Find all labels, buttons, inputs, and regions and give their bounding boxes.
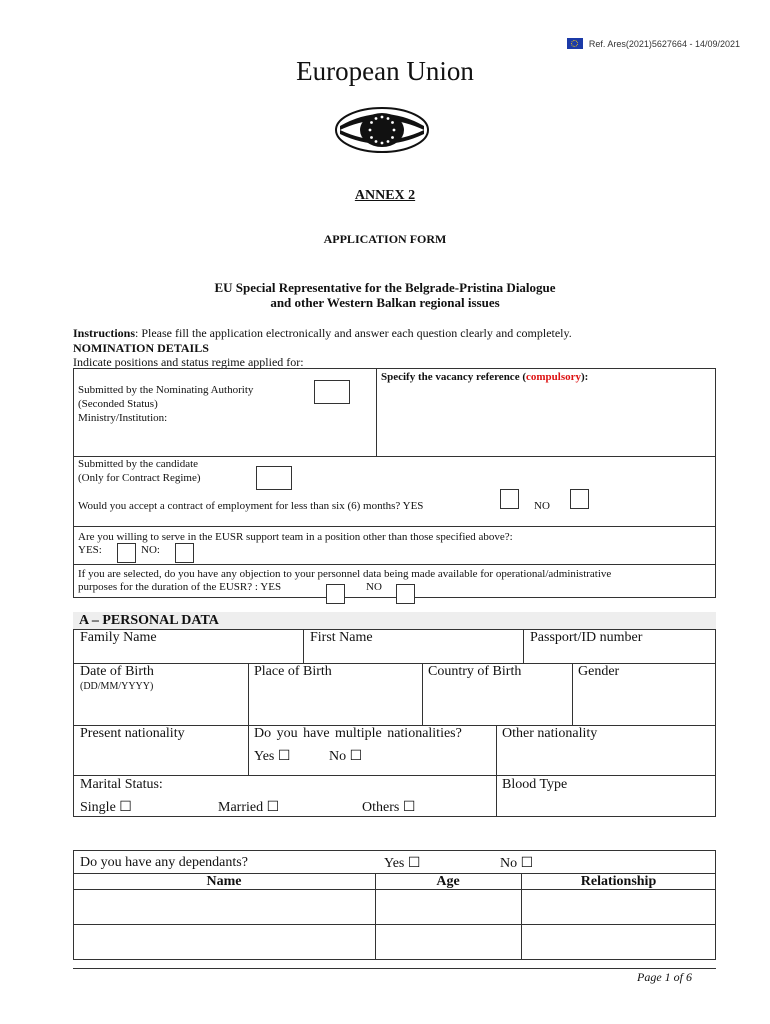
personal-vline-6 (496, 725, 497, 817)
place-of-birth-label: Place of Birth (254, 664, 332, 679)
nominating-line-1: Submitted by the Nominating Authority (78, 384, 254, 396)
other-position-no-checkbox[interactable] (175, 543, 194, 563)
marital-status-label: Marital Status: (80, 777, 163, 792)
dependants-rule-3 (73, 924, 716, 925)
vacancy-compulsory: compulsory (526, 371, 581, 383)
candidate-label (78, 457, 201, 485)
nominating-line-3: Ministry/Institution: (78, 412, 168, 424)
candidate-checkbox[interactable] (256, 466, 292, 490)
instructions-label: Instructions (73, 326, 136, 340)
page-title: European Union (296, 56, 474, 86)
personal-vline-1 (303, 629, 304, 663)
present-nationality-label: Present nationality (80, 726, 185, 741)
multiple-nat-yes-option[interactable]: Yes ☐ (254, 749, 291, 764)
eu-emblem-icon (332, 104, 432, 156)
objection-question-line-1: If you are selected, do you have any objection to your personnel data being made available for operational/administrative (78, 568, 612, 580)
passport-label: Passport/ID number (530, 630, 643, 645)
six-months-question: Would you accept a contract of employment for less than six (6) months? YES (78, 500, 424, 512)
six-months-no-label: NO (534, 500, 550, 512)
other-nationality-label: Other nationality (502, 726, 598, 741)
vacancy-label-start: Specify the vacancy reference ( (381, 371, 526, 383)
nomination-heading: NOMINATION DETAILS (73, 341, 209, 355)
vacancy-reference-label (381, 370, 588, 384)
objection-question-line-2: purposes for the duration of the EUSR? : YES (78, 581, 282, 593)
annex-heading: ANNEX 2 (354, 188, 416, 203)
nominating-authority-label (78, 383, 253, 425)
nomination-divider (376, 368, 377, 456)
multiple-nationalities-question: Do you have multiple nationalities? (254, 726, 462, 741)
form-subtitle (0, 280, 770, 310)
form-title: APPLICATION FORM (323, 232, 447, 246)
first-name-label: First Name (310, 630, 373, 645)
country-of-birth-label: Country of Birth (428, 664, 522, 679)
dependants-col-age: Age (436, 874, 460, 889)
other-position-question: Are you willing to serve in the EUSR support team in a position other than those specified above?: (78, 531, 513, 543)
family-name-label: Family Name (80, 630, 157, 645)
gender-label: Gender (578, 664, 620, 679)
six-months-yes-checkbox[interactable] (500, 489, 519, 509)
personal-vline-2 (523, 629, 524, 663)
nominating-line-2: (Seconded Status) (78, 398, 158, 410)
instructions-text: : Please fill the application electronically and answer each question clearly and completely. (135, 326, 572, 340)
objection-no-label: NO (366, 581, 382, 593)
personal-data-section-bar (73, 612, 716, 629)
nominating-authority-checkbox[interactable] (314, 380, 350, 404)
section-title: A – PERSONAL DATA (79, 613, 219, 628)
vacancy-label-end: ): (581, 371, 589, 383)
other-position-yes-checkbox[interactable] (117, 543, 136, 563)
personal-data-table (73, 629, 716, 817)
instructions (73, 326, 572, 341)
other-position-yes-label: YES: (78, 544, 102, 556)
marital-married-option[interactable]: Married ☐ (218, 800, 280, 815)
eu-flag-icon (567, 38, 583, 49)
nomination-rule-3 (73, 564, 716, 565)
dependants-question: Do you have any dependants? (80, 855, 248, 870)
reference-text: Ref. Ares(2021)5627664 - 14/09/2021 (588, 38, 740, 49)
personal-rule-1 (73, 663, 716, 664)
objection-no-checkbox[interactable] (396, 584, 415, 604)
personal-vline-4 (422, 663, 423, 725)
dependants-yes-option[interactable]: Yes ☐ (384, 856, 421, 871)
dependants-col-name: Name (206, 874, 242, 889)
personal-vline-3 (248, 663, 249, 775)
multiple-nat-no-option[interactable]: No ☐ (329, 749, 363, 764)
candidate-line-1: Submitted by the candidate (78, 458, 199, 470)
personal-vline-5 (572, 663, 573, 725)
dependants-col-relationship: Relationship (580, 874, 657, 889)
reference-number (567, 38, 740, 49)
nomination-rule-2 (73, 526, 716, 527)
marital-single-option[interactable]: Single ☐ (80, 800, 132, 815)
blood-type-label: Blood Type (502, 777, 568, 792)
objection-yes-checkbox[interactable] (326, 584, 345, 604)
personal-rule-3 (73, 775, 716, 776)
dob-label: Date of Birth (80, 664, 154, 679)
subtitle-line-1: EU Special Representative for the Belgrade-Pristina Dialogue (214, 280, 556, 295)
footer-rule (73, 968, 716, 969)
page-number: Page 1 of 6 (637, 970, 692, 984)
subtitle-line-2: and other Western Balkan regional issues (270, 295, 500, 310)
dependants-no-option[interactable]: No ☐ (500, 856, 534, 871)
dob-format: (DD/MM/YYYY) (80, 681, 154, 692)
candidate-line-2: (Only for Contract Regime) (78, 472, 201, 484)
other-position-no-label: NO: (141, 544, 160, 556)
marital-others-option[interactable]: Others ☐ (362, 800, 416, 815)
six-months-no-checkbox[interactable] (570, 489, 589, 509)
indicate-text: Indicate positions and status regime applied for: (73, 355, 304, 369)
